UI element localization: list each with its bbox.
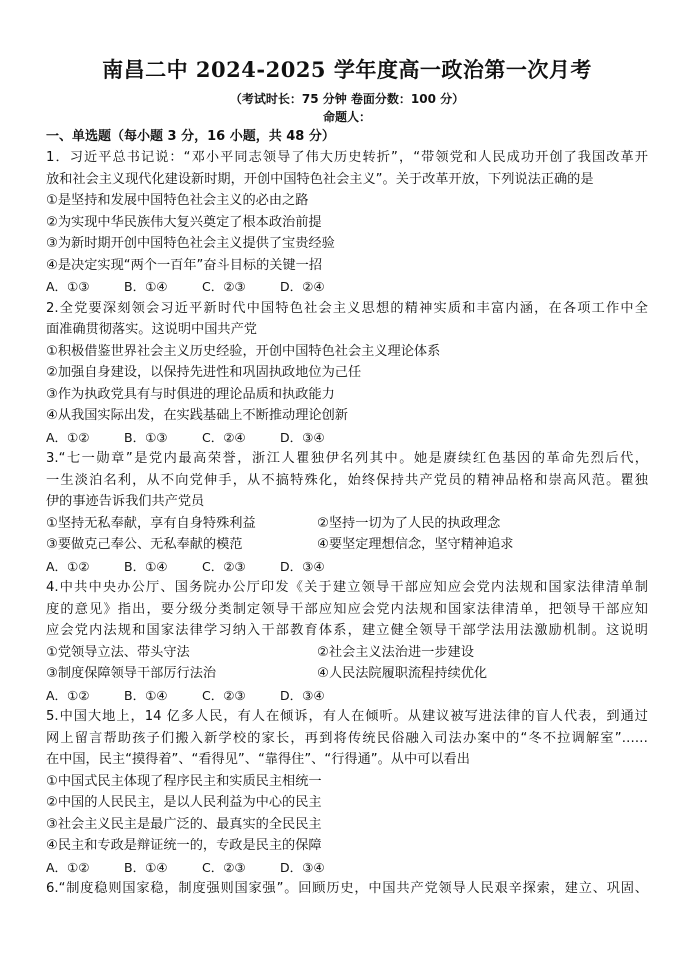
question-1	[46, 147, 648, 298]
answer-d: D．③④	[280, 429, 325, 445]
question-stem-line: 应会党内法规和国家法律学习纳入干部教育体系，建立健全领导干部学法用法激励机制。这说明	[46, 623, 648, 638]
answer-c: C．②④	[202, 429, 246, 445]
option: ①中国式民主体现了程序民主和实质民主相统一	[46, 773, 322, 789]
answer-a: A．①②	[46, 859, 90, 875]
option: ①积极借鉴世界社会主义历史经验，开创中国特色社会主义理论体系	[46, 343, 441, 359]
option: ③社会主义民主是最广泛的、最真实的全民民主	[46, 816, 322, 832]
option: ①党领导立法、带头守法	[46, 644, 190, 660]
answer-c: C．②③	[202, 558, 246, 574]
option: ④从我国实际出发，在实践基础上不断推动理论创新	[46, 408, 348, 423]
option: ④民主和专政是辩证统一的，专政是民主的保障	[46, 838, 322, 853]
question-stem-line: 度的意见》指出，要分级分类制定领导干部应知应会党内法规和国家法律清单，把领导干部应知	[46, 601, 648, 617]
question-2	[46, 298, 648, 449]
exam-subtitle: （考试时长：75 分钟 卷面分数：100 分）	[229, 92, 465, 106]
option-row	[46, 642, 648, 664]
option: ③作为执政党具有与时俱进的理论品质和执政能力	[46, 386, 335, 402]
question-stem-line: 6.“制度稳则国家稳，制度强则国家强”。回顾历史，中国共产党领导人民艰辛探索，建立、巩固、	[46, 881, 648, 896]
answer-choices	[46, 556, 648, 578]
answer-b: B．①③	[124, 429, 168, 445]
question-stem-line: 4.中共中央办公厅、国务院办公厅印发《关于建立领导干部应知应会党内法规和国家法律清单制	[46, 580, 648, 595]
question-3	[46, 448, 648, 577]
option: ②坚持一切为了人民的执政理念	[317, 515, 501, 531]
option: ③为新时期开创中国特色社会主义提供了宝贵经验	[46, 236, 335, 251]
question-stem-line: 1．习近平总书记说：“邓小平同志领导了伟大历史转折”，“带领党和人民成功开创了我国改革开	[46, 150, 648, 165]
answer-b: B．①④	[124, 859, 168, 875]
question-stem-line: 3.“七一勋章”是党内最高荣誉，浙江人瞿独伊名列其中。她是赓续红色基因的革命先烈后代，	[46, 451, 648, 466]
answer-a: A．①②	[46, 429, 90, 445]
option: ②为实现中华民族伟大复兴奠定了根本政治前提	[46, 214, 322, 230]
answer-b: B．①④	[124, 687, 168, 703]
answer-d: D．②④	[280, 279, 325, 294]
answer-d: D．③④	[280, 859, 325, 875]
question-stem-line: 在中国，民主“摸得着”、“看得见”、“靠得住”、“行得通”。从中可以看出	[46, 752, 470, 767]
answer-b: B．①④	[124, 279, 168, 294]
question-stem-line: 一生淡泊名利，从不向党伸手，从不搞特殊化，始终保持共产党员的精神品格和崇高风范。瞿独	[46, 472, 648, 488]
answer-b: B．①④	[124, 558, 168, 574]
option-row	[46, 534, 648, 556]
question-4	[46, 577, 648, 706]
answer-d: D．③④	[280, 687, 325, 703]
question-stem-line: 面准确贯彻落实。这说明中国共产党	[46, 322, 257, 337]
answer-choices	[46, 276, 648, 298]
option: ③制度保障领导干部厉行法治	[46, 666, 217, 681]
question-stem-line: 网上留言帮助孩子们搬入新学校的家长，再到将传统民俗融入司法办案中的“冬不拉调解室”……	[46, 730, 648, 746]
answer-c: C．②③	[202, 687, 246, 703]
question-stem-line: 5.中国大地上，14 亿多人民，有人在倾诉，有人在倾听。从建议被写进法律的盲人代表，到通过	[46, 709, 648, 724]
answer-choices	[46, 427, 648, 449]
option: ②中国的人民民主，是以人民利益为中心的民主	[46, 795, 322, 810]
question-stem-line: 伊的事迹告诉我们共产党员	[46, 494, 205, 509]
exam-title: 南昌二中 2024-2025 学年度高一政治第一次月考	[102, 57, 592, 82]
option: ①坚持无私奉献，享有自身特殊利益	[46, 515, 256, 531]
answer-a: A．①③	[46, 279, 90, 294]
option-row	[46, 663, 648, 685]
option: ①是坚持和发展中国特色社会主义的必由之路	[46, 193, 309, 208]
answer-a: A．①②	[46, 687, 90, 703]
answer-c: C．②③	[202, 279, 246, 294]
option: ③要做克己奉公、无私奉献的模范	[46, 537, 243, 552]
author-line: 命题人：	[322, 110, 371, 124]
question-stem-line: 2.全党要深刻领会习近平新时代中国特色社会主义思想的精神实质和丰富内涵，在各项工作中全	[46, 300, 648, 316]
question-stem-line: 放和社会主义现代化建设新时期，开创中国特色社会主义”。关于改革开放，下列说法正确的是	[46, 171, 594, 187]
question-6	[46, 878, 648, 900]
option: ④要坚定理想信念，坚守精神追求	[317, 537, 514, 552]
answer-a: A．①②	[46, 558, 90, 574]
option: ②加强自身建设，以保持先进性和巩固执政地位为己任	[46, 365, 362, 380]
answer-choices	[46, 857, 648, 879]
answer-choices	[46, 685, 648, 707]
answer-d: D．③④	[280, 558, 325, 574]
option-row	[46, 513, 648, 535]
question-5	[46, 706, 648, 878]
answer-c: C．②③	[202, 859, 246, 875]
section-heading: 一、单选题（每小题 3 分，16 小题，共 48 分）	[46, 129, 335, 144]
option: ④是决定实现“两个一百年”奋斗目标的关键一招	[46, 257, 323, 273]
option: ②社会主义法治进一步建设	[317, 644, 474, 660]
option: ④人民法院履职流程持续优化	[317, 666, 488, 681]
